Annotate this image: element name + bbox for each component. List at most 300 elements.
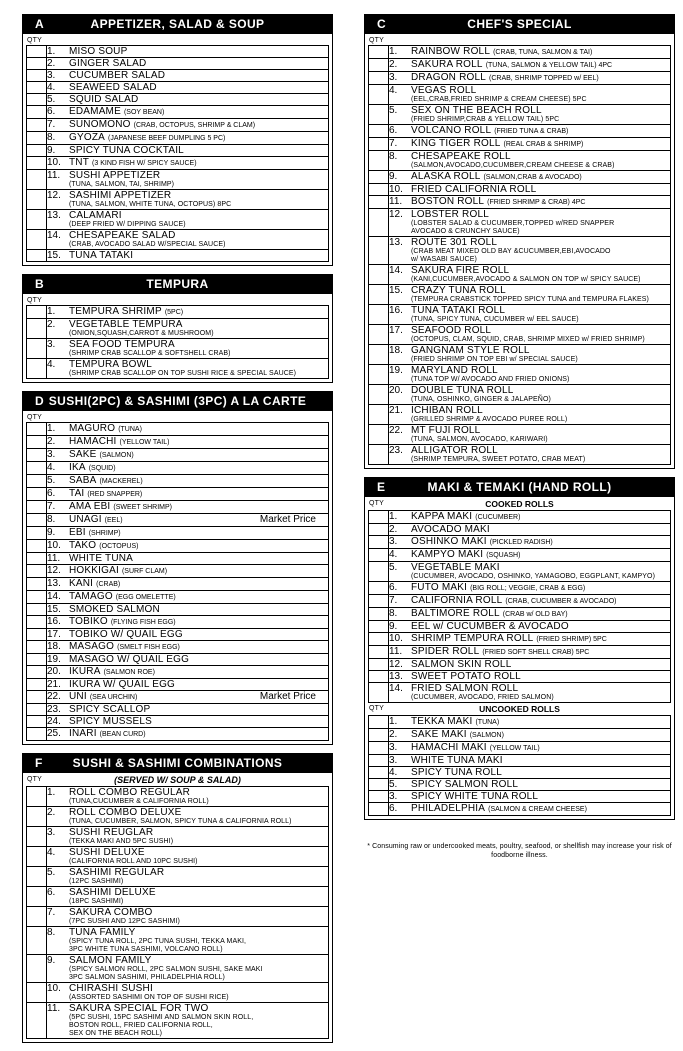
qty-input-cell[interactable] xyxy=(27,704,47,716)
menu-item-row xyxy=(27,540,329,553)
item-name: SAKURA SPECIAL FOR TWO xyxy=(69,1003,209,1014)
qty-input-cell[interactable] xyxy=(27,983,47,1003)
item-cell xyxy=(47,847,329,867)
item-number: 13. xyxy=(389,671,403,682)
qty-input-cell[interactable] xyxy=(27,488,47,501)
item-name: SPICY TUNA COCKTAIL xyxy=(69,145,184,156)
items-table xyxy=(368,715,671,816)
item-name: GANGNAM STYLE ROLL xyxy=(411,345,530,356)
item-cell xyxy=(47,578,329,591)
item-number: 5. xyxy=(389,562,398,573)
qty-input-cell[interactable] xyxy=(369,791,389,803)
item-main-line xyxy=(389,742,670,754)
qty-input-cell[interactable] xyxy=(27,94,47,106)
item-name: SMOKED SALMON xyxy=(69,604,160,615)
qty-input-cell[interactable] xyxy=(27,501,47,514)
qty-input-cell[interactable] xyxy=(369,582,389,595)
qty-input-cell[interactable] xyxy=(369,125,389,138)
qty-input-cell[interactable] xyxy=(369,742,389,755)
qty-input-cell[interactable] xyxy=(27,190,47,210)
qty-input-cell[interactable] xyxy=(369,683,389,703)
item-name: CRAZY TUNA ROLL xyxy=(411,285,506,296)
item-main-line xyxy=(389,445,670,456)
menu-item-row xyxy=(369,791,671,803)
menu-item-row xyxy=(27,827,329,847)
qty-input-cell[interactable] xyxy=(27,1003,47,1039)
item-cell xyxy=(47,1003,329,1039)
table-header-row xyxy=(368,35,671,45)
item-main-line xyxy=(47,907,328,918)
item-cell xyxy=(47,807,329,827)
qty-input-cell[interactable] xyxy=(369,325,389,345)
qty-input-cell[interactable] xyxy=(369,209,389,237)
item-number: 8. xyxy=(47,514,56,525)
item-cell xyxy=(47,591,329,604)
qty-input-cell[interactable] xyxy=(27,728,47,741)
qty-input-cell[interactable] xyxy=(27,58,47,70)
item-main-line xyxy=(389,305,670,316)
qty-input-cell[interactable] xyxy=(369,549,389,562)
qty-input-cell[interactable] xyxy=(27,787,47,807)
item-name: ICHIBAN ROLL xyxy=(411,405,483,416)
item-number: 22. xyxy=(47,691,61,702)
item-main-line xyxy=(47,82,328,93)
item-main-line xyxy=(389,138,670,150)
item-number: 22. xyxy=(389,425,403,436)
menu-item-row xyxy=(369,425,671,445)
qty-input-cell[interactable] xyxy=(369,196,389,209)
qty-input-cell[interactable] xyxy=(27,654,47,666)
item-main-line xyxy=(389,755,670,766)
section-a xyxy=(22,14,333,266)
qty-input-cell[interactable] xyxy=(369,671,389,683)
menu-item-row xyxy=(369,125,671,138)
section-d xyxy=(22,391,333,745)
menu-item-row xyxy=(369,659,671,671)
item-price: Market Price xyxy=(259,514,316,525)
item-main-line xyxy=(47,46,328,57)
item-name: MT FUJI ROLL xyxy=(411,425,481,436)
item-cell xyxy=(47,190,329,210)
qty-input-cell[interactable] xyxy=(27,132,47,145)
item-number: 7. xyxy=(389,138,398,149)
menu-item-row xyxy=(27,666,329,679)
item-name: SASHIMI APPETIZER xyxy=(69,190,172,201)
qty-input-cell[interactable] xyxy=(369,524,389,536)
item-number: 3. xyxy=(389,536,398,547)
item-main-line xyxy=(47,319,328,330)
qty-input-cell[interactable] xyxy=(369,85,389,105)
item-number: 11. xyxy=(389,196,403,207)
table-subtitle: (SERVED W/ SOUP & SALAD) xyxy=(114,775,241,785)
item-name: SHRIMP TEMPURA ROLL xyxy=(411,633,534,644)
item-main-line xyxy=(47,339,328,350)
item-main-line xyxy=(47,887,328,898)
qty-input-cell[interactable] xyxy=(369,285,389,305)
item-name: BOSTON ROLL xyxy=(411,196,485,207)
qty-input-cell[interactable] xyxy=(27,359,47,379)
item-number: 3. xyxy=(389,742,398,753)
item-cell xyxy=(47,641,329,654)
qty-input-cell[interactable] xyxy=(369,659,389,671)
qty-input-cell[interactable] xyxy=(27,157,47,170)
item-cell xyxy=(47,306,329,319)
qty-input-cell[interactable] xyxy=(369,151,389,171)
items-table xyxy=(26,786,329,1039)
item-number: 8. xyxy=(47,927,56,938)
qty-input-cell[interactable] xyxy=(27,319,47,339)
qty-input-cell[interactable] xyxy=(369,536,389,549)
qty-input-cell[interactable] xyxy=(27,553,47,565)
item-number: 4. xyxy=(389,767,398,778)
item-name: MASAGO xyxy=(69,641,115,652)
item-main-line xyxy=(389,671,670,682)
item-number: 9. xyxy=(389,621,398,632)
item-desc: (SEA URCHIN) xyxy=(89,694,138,701)
item-desc-line: (FRIED SHRIMP,CRAB & YELLOW TAIL) 5PC xyxy=(411,116,560,123)
qty-input-cell[interactable] xyxy=(369,729,389,742)
qty-input-cell[interactable] xyxy=(369,385,389,405)
item-desc-line: w/ WASABI SAUCE) xyxy=(411,256,477,263)
section-c xyxy=(364,14,675,469)
qty-input-cell[interactable] xyxy=(27,629,47,641)
qty-input-cell[interactable] xyxy=(369,105,389,125)
qty-input-cell[interactable] xyxy=(27,119,47,132)
qty-input-cell[interactable] xyxy=(27,955,47,983)
qty-input-cell[interactable] xyxy=(27,691,47,704)
item-cell xyxy=(47,666,329,679)
item-cell xyxy=(47,501,329,514)
qty-input-cell[interactable] xyxy=(27,339,47,359)
qty-input-cell[interactable] xyxy=(369,779,389,791)
item-desc: (EEL) xyxy=(104,517,123,524)
item-cell xyxy=(47,475,329,488)
qty-input-cell[interactable] xyxy=(27,666,47,679)
item-cell xyxy=(389,237,671,265)
qty-input-cell[interactable] xyxy=(369,305,389,325)
item-main-line xyxy=(47,210,328,221)
qty-input-cell[interactable] xyxy=(369,265,389,285)
left-column xyxy=(22,14,333,1051)
item-main-line xyxy=(389,549,670,561)
item-name: GYOZA xyxy=(69,132,106,143)
qty-input-cell[interactable] xyxy=(27,82,47,94)
item-cell xyxy=(389,729,671,742)
qty-input-cell[interactable] xyxy=(369,755,389,767)
item-name: SALMON FAMILY xyxy=(69,955,152,966)
item-number: 2. xyxy=(47,807,56,818)
menu-item-row xyxy=(369,549,671,562)
qty-input-cell[interactable] xyxy=(27,475,47,488)
item-main-line xyxy=(389,345,670,356)
qty-input-cell[interactable] xyxy=(369,621,389,633)
item-number: 6. xyxy=(47,488,56,499)
item-number: 1. xyxy=(389,511,398,522)
item-cell xyxy=(47,514,329,527)
menu-item-row xyxy=(369,595,671,608)
qty-input-cell[interactable] xyxy=(27,565,47,578)
item-number: 2. xyxy=(47,319,56,330)
item-number: 3. xyxy=(47,70,56,81)
qty-input-cell[interactable] xyxy=(369,511,389,524)
item-main-line xyxy=(389,151,670,162)
section-letter: D xyxy=(35,394,44,408)
qty-input-cell[interactable] xyxy=(369,562,389,582)
item-number: 11. xyxy=(47,553,61,564)
menu-item-row xyxy=(27,983,329,1003)
qty-input-cell[interactable] xyxy=(369,445,389,465)
item-name: SEAFOOD ROLL xyxy=(411,325,492,336)
item-cell xyxy=(47,339,329,359)
menu-item-row xyxy=(369,184,671,196)
qty-input-cell[interactable] xyxy=(27,527,47,540)
item-desc-line: (TUNA, SALMON, AVOCADO, KARIWARI) xyxy=(411,436,548,443)
item-number: 10. xyxy=(389,633,403,644)
item-number: 18. xyxy=(389,345,403,356)
item-name: ALLIGATOR ROLL xyxy=(411,445,498,456)
item-desc-line: (TUNA, SPICY TUNA, CUCUMBER w/ EEL SAUCE) xyxy=(411,316,579,323)
item-name: WHITE TUNA MAKI xyxy=(411,755,503,766)
item-desc: (SALMON) xyxy=(469,732,504,739)
item-number: 6. xyxy=(47,887,56,898)
item-cell xyxy=(47,927,329,955)
qty-input-cell[interactable] xyxy=(27,170,47,190)
item-cell xyxy=(47,527,329,540)
item-number: 9. xyxy=(47,145,56,156)
item-name: MAGURO xyxy=(69,423,116,434)
menu-item-row xyxy=(27,230,329,250)
qty-input-cell[interactable] xyxy=(27,462,47,475)
qty-input-cell[interactable] xyxy=(369,405,389,425)
qty-input-cell[interactable] xyxy=(369,59,389,72)
qty-input-cell[interactable] xyxy=(27,867,47,887)
menu-item-row xyxy=(27,306,329,319)
items-table xyxy=(26,45,329,262)
item-main-line xyxy=(47,565,328,577)
item-main-line xyxy=(389,621,670,632)
item-desc-line: (12PC SASHIMI) xyxy=(69,878,124,885)
qty-input-cell[interactable] xyxy=(27,716,47,728)
item-number: 24. xyxy=(47,716,61,727)
item-main-line xyxy=(47,527,328,539)
item-main-line xyxy=(47,578,328,590)
item-main-line xyxy=(389,385,670,396)
item-name: GINGER SALAD xyxy=(69,58,147,69)
item-desc: (REAL CRAB & SHRIMP) xyxy=(503,141,584,148)
item-desc: (TUNA) xyxy=(118,426,142,433)
qty-input-cell[interactable] xyxy=(369,138,389,151)
qty-input-cell[interactable] xyxy=(369,365,389,385)
qty-input-cell[interactable] xyxy=(27,230,47,250)
item-cell xyxy=(389,633,671,646)
item-name: EEL w/ CUCUMBER & AVOCADO xyxy=(411,621,569,632)
menu-item-row xyxy=(369,742,671,755)
qty-input-cell[interactable] xyxy=(27,907,47,927)
item-desc: (CRAB w/ OLD BAY) xyxy=(502,611,568,618)
item-cell xyxy=(47,604,329,616)
item-cell xyxy=(389,365,671,385)
qty-input-cell[interactable] xyxy=(27,306,47,319)
qty-input-cell[interactable] xyxy=(27,436,47,449)
qty-input-cell[interactable] xyxy=(369,716,389,729)
item-desc: (SALMON) xyxy=(99,452,134,459)
menu-item-row xyxy=(369,305,671,325)
item-name: INARI xyxy=(69,728,97,739)
menu-item-row xyxy=(27,339,329,359)
menu-item-row xyxy=(27,553,329,565)
item-main-line xyxy=(389,365,670,376)
item-number: 1. xyxy=(47,46,56,57)
item-main-line xyxy=(389,803,670,815)
item-number: 21. xyxy=(47,679,61,690)
item-name: SABA xyxy=(69,475,97,486)
item-name: FUTO MAKI xyxy=(411,582,468,593)
qty-label: QTY xyxy=(27,297,42,304)
qty-input-cell[interactable] xyxy=(27,250,47,262)
qty-input-cell[interactable] xyxy=(27,827,47,847)
item-price: Market Price xyxy=(259,691,316,702)
menu-item-row xyxy=(27,641,329,654)
item-number: 15. xyxy=(47,250,61,261)
section-body xyxy=(364,34,675,469)
item-main-line xyxy=(47,641,328,653)
qty-input-cell[interactable] xyxy=(369,184,389,196)
item-desc-line: (GRILLED SHRIMP & AVOCADO PUREE ROLL) xyxy=(411,416,568,423)
item-number: 1. xyxy=(47,306,56,317)
item-number: 11. xyxy=(47,1003,61,1014)
item-desc-line: (SPICY TUNA ROLL, 2PC TUNA SUSHI, TEKKA MAKI, xyxy=(69,938,247,945)
qty-input-cell[interactable] xyxy=(27,540,47,553)
qty-input-cell[interactable] xyxy=(369,608,389,621)
menu-item-row xyxy=(27,190,329,210)
item-number: 4. xyxy=(47,462,56,473)
qty-input-cell[interactable] xyxy=(27,591,47,604)
qty-input-cell[interactable] xyxy=(27,514,47,527)
qty-input-cell[interactable] xyxy=(27,106,47,119)
item-number: 18. xyxy=(47,641,61,652)
item-main-line xyxy=(389,59,670,71)
menu-item-row xyxy=(369,716,671,729)
menu-item-row xyxy=(369,237,671,265)
qty-input-cell[interactable] xyxy=(369,425,389,445)
qty-input-cell[interactable] xyxy=(27,847,47,867)
menu-item-row xyxy=(27,604,329,616)
qty-input-cell[interactable] xyxy=(27,679,47,691)
item-cell xyxy=(47,691,329,704)
item-name: SAKURA ROLL xyxy=(411,59,483,70)
menu-item-row xyxy=(27,847,329,867)
item-cell xyxy=(389,445,671,465)
item-desc: (SALMON,CRAB & AVOCADO) xyxy=(483,174,582,181)
item-name: CUCUMBER SALAD xyxy=(69,70,166,81)
qty-input-cell[interactable] xyxy=(27,927,47,955)
qty-input-cell[interactable] xyxy=(27,604,47,616)
item-cell xyxy=(389,779,671,791)
menu-item-row xyxy=(27,58,329,70)
item-desc-line: (CRAB MEAT MIXED OLD BAY &CUCUMBER,EBI,AVOCADO xyxy=(411,248,611,255)
qty-input-cell[interactable] xyxy=(27,578,47,591)
item-cell xyxy=(47,983,329,1003)
item-number: 4. xyxy=(47,847,56,858)
qty-input-cell[interactable] xyxy=(369,237,389,265)
item-desc: (TUNA) xyxy=(475,719,500,726)
qty-label: QTY xyxy=(27,37,42,44)
qty-input-cell[interactable] xyxy=(369,595,389,608)
item-main-line xyxy=(47,827,328,838)
item-cell xyxy=(47,616,329,629)
qty-input-cell[interactable] xyxy=(369,345,389,365)
item-number: 20. xyxy=(47,666,61,677)
qty-input-cell[interactable] xyxy=(27,616,47,629)
qty-input-cell[interactable] xyxy=(369,633,389,646)
item-number: 8. xyxy=(389,608,398,619)
item-cell xyxy=(389,646,671,659)
table-header-row xyxy=(26,774,329,786)
item-name: SAKE MAKI xyxy=(411,729,467,740)
right-column xyxy=(364,14,675,860)
item-name: HAMACHI xyxy=(69,436,117,447)
menu-item-row xyxy=(369,59,671,72)
qty-input-cell[interactable] xyxy=(27,70,47,82)
qty-input-cell[interactable] xyxy=(27,145,47,157)
qty-input-cell[interactable] xyxy=(369,767,389,779)
qty-input-cell[interactable] xyxy=(27,423,47,436)
item-cell xyxy=(389,582,671,595)
item-name: FRIED SALMON ROLL xyxy=(411,683,519,694)
section-header-bar xyxy=(22,391,333,411)
item-desc-line: (TUNA,CUCUMBER & CALIFORNIA ROLL) xyxy=(69,798,209,805)
item-cell xyxy=(47,629,329,641)
item-main-line xyxy=(47,927,328,938)
menu-item-row xyxy=(27,955,329,983)
qty-input-cell[interactable] xyxy=(27,449,47,462)
item-cell xyxy=(389,196,671,209)
item-number: 2. xyxy=(47,436,56,447)
qty-input-cell[interactable] xyxy=(369,171,389,184)
item-name: EDAMAME xyxy=(69,106,121,117)
item-cell xyxy=(47,716,329,728)
qty-input-cell[interactable] xyxy=(27,210,47,230)
item-name: SPICY WHITE TUNA ROLL xyxy=(411,791,539,802)
item-desc: (CRAB) xyxy=(96,581,121,588)
item-main-line xyxy=(47,666,328,678)
item-desc-line: (TUNA TOP W/ AVOCADO AND FRIED ONIONS) xyxy=(411,376,570,383)
qty-input-cell[interactable] xyxy=(27,46,47,58)
qty-input-cell[interactable] xyxy=(27,641,47,654)
item-number: 13. xyxy=(389,237,403,248)
item-desc: (FRIED SHRIMP) 5PC xyxy=(536,636,607,643)
item-cell xyxy=(47,230,329,250)
qty-input-cell[interactable] xyxy=(369,46,389,59)
item-desc-line: (TUNA, SALMON, TAI, SHRIMP) xyxy=(69,181,175,188)
qty-input-cell[interactable] xyxy=(369,803,389,816)
qty-input-cell[interactable] xyxy=(27,807,47,827)
item-name: SPICY SALMON ROLL xyxy=(411,779,519,790)
menu-item-row xyxy=(369,85,671,105)
qty-input-cell[interactable] xyxy=(369,646,389,659)
section-header-bar xyxy=(22,274,333,294)
item-name: SPICY MUSSELS xyxy=(69,716,153,727)
item-desc-line: (SHRIMP CRAB SCALLOP ON TOP SUSHI RICE & SPECIAL SAUCE) xyxy=(69,370,297,377)
qty-input-cell[interactable] xyxy=(369,72,389,85)
item-name: TEMPURA BOWL xyxy=(69,359,152,370)
item-name: CHESAPEAKE ROLL xyxy=(411,151,511,162)
section-title: SUSHI(2PC) & SASHIMI (3PC) A LA CARTE xyxy=(48,394,307,408)
footnote: * Consuming raw or undercooked meats, poultry, seafood, or shellfish may increase your risk of foodborne illness. xyxy=(367,843,672,859)
item-number: 23. xyxy=(389,445,403,456)
menu-item-row xyxy=(369,671,671,683)
qty-input-cell[interactable] xyxy=(27,887,47,907)
